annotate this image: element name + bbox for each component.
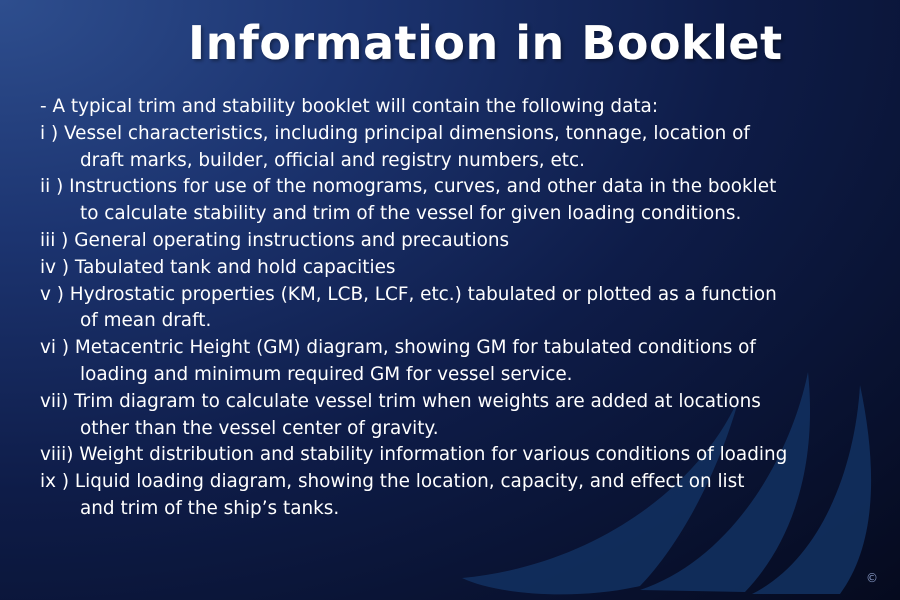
list-item (40, 174, 880, 201)
item-continuation: other than the vessel center of gravity. (80, 417, 439, 439)
list-item (40, 282, 880, 309)
item-label: viii) (40, 444, 74, 466)
item-label: vii) (40, 390, 69, 412)
list-item (40, 121, 880, 148)
list-item (40, 469, 880, 496)
list-item (40, 335, 880, 362)
list-item (40, 228, 880, 255)
item-label: i ) (40, 122, 59, 144)
item-text: Trim diagram to calculate vessel trim when weights are added at locations (74, 390, 761, 412)
item-label: vi ) (40, 337, 70, 359)
item-continuation: and trim of the ship’s tanks. (80, 497, 340, 519)
intro-text: - A typical trim and stability booklet will contain the following data: (40, 96, 659, 117)
item-continuation: to calculate stability and trim of the vessel for given loading conditions. (80, 203, 742, 225)
item-label: iii ) (40, 229, 69, 251)
item-label: iv ) (40, 256, 70, 278)
slide-title: Information in Booklet (188, 16, 783, 70)
booklet-content (40, 94, 880, 523)
item-text: Liquid loading diagram, showing the location, capacity, and effect on list (74, 471, 745, 493)
copyright-mark: © (866, 571, 878, 585)
item-text: General operating instructions and precautions (74, 229, 510, 251)
item-text: Vessel characteristics, including principal dimensions, tonnage, location of (64, 122, 750, 144)
item-continuation: of mean draft. (80, 310, 212, 332)
item-text: Hydrostatic properties (KM, LCB, LCF, etc.) tabulated or plotted as a function (69, 283, 777, 305)
item-label: v ) (40, 283, 64, 305)
item-text: Metacentric Height (GM) diagram, showing GM for tabulated conditions of (74, 337, 756, 359)
item-label: ix ) (40, 471, 70, 493)
item-continuation: loading and minimum required GM for vessel service. (80, 363, 573, 385)
item-continuation: draft marks, builder, official and registry numbers, etc. (80, 149, 585, 171)
list-item (40, 389, 880, 416)
item-label: ii ) (40, 176, 64, 198)
item-text: Instructions for use of the nomograms, curves, and other data in the booklet (69, 176, 777, 198)
list-item (40, 255, 880, 282)
item-text: Weight distribution and stability information for various conditions of loading (79, 444, 788, 466)
list-item (40, 442, 880, 469)
item-text: Tabulated tank and hold capacities (74, 256, 396, 278)
